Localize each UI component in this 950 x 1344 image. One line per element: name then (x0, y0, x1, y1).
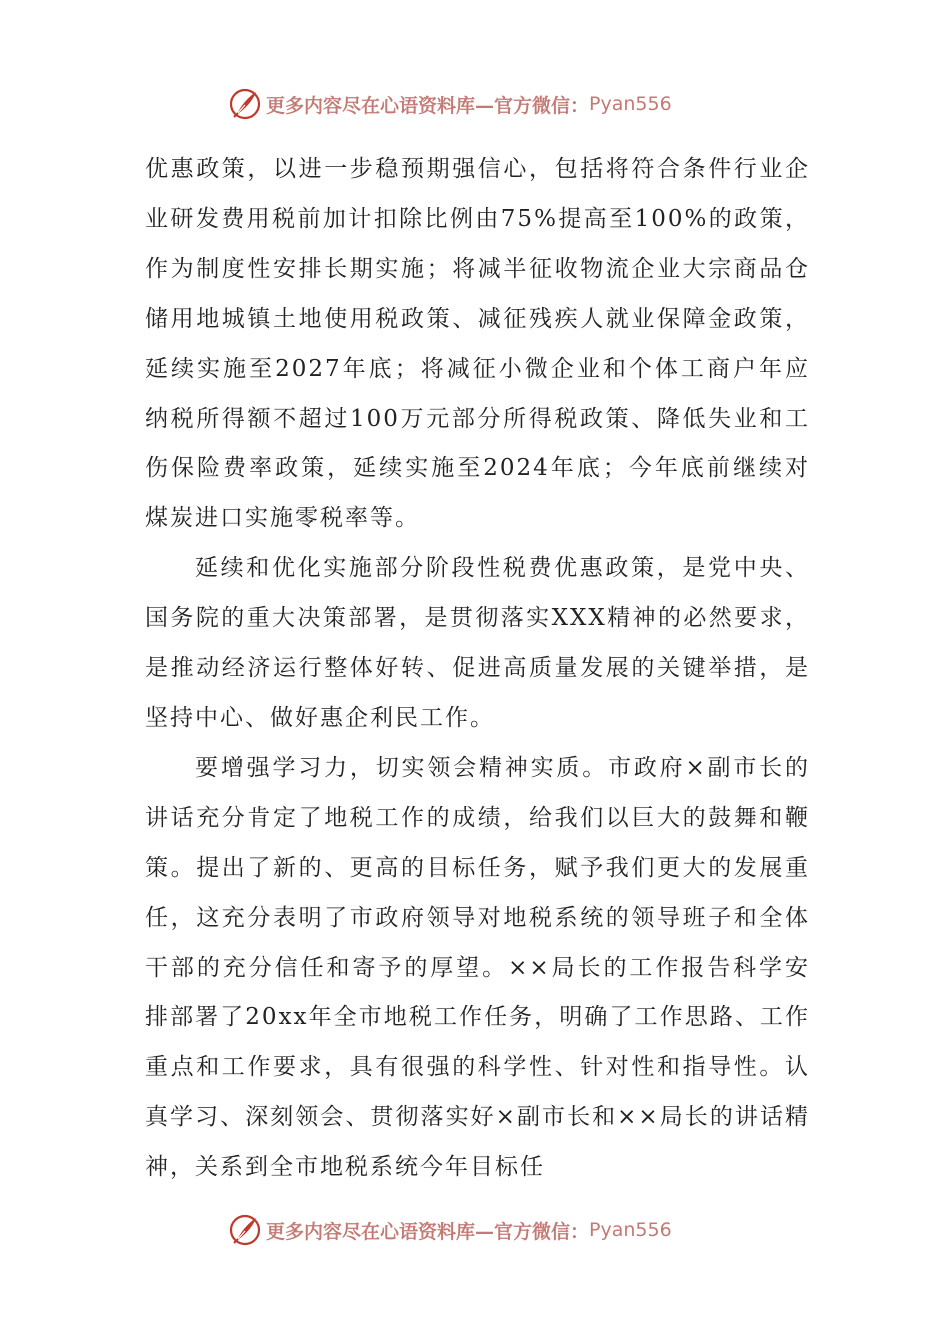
paragraph-2: 延续和优化实施部分阶段性税费优惠政策，是党中央、国务院的重大决策部署，是贯彻落实XXX精神的必然要求，是推动经济运行整体好转、促进高质量发展的关键举措，是坚持中心、做好惠企利民工作。 (145, 555, 810, 731)
header-banner-handle: Pyan556 (589, 93, 672, 115)
footer-banner-handle: Pyan556 (589, 1219, 672, 1241)
footer-banner (228, 1213, 672, 1247)
header-banner (228, 87, 672, 121)
quill-pen-logo-icon (228, 87, 262, 121)
document-body (145, 145, 810, 1193)
paragraph-1: 优惠政策，以进一步稳预期强信心，包括将符合条件行业企业研发费用税前加计扣除比例由75%提高至100%的政策，作为制度性安排长期实施；将减半征收物流企业大宗商品仓储用地城镇土地使用税政策、减征残疾人就业保障金政策，延续实施至2027年底；将减征小微企业和个体工商户年应纳税所得额不超过100万元部分所得税政策、降低失业和工伤保险费率政策，延续实施至2024年底；今年底前继续对煤炭进口实施零税率等。 (145, 156, 810, 532)
header-banner-text: 更多内容尽在心语资料库—官方微信： (266, 94, 590, 117)
quill-pen-logo-icon (228, 1213, 262, 1247)
paragraph-3: 要增强学习力，切实领会精神实质。市政府×副市长的讲话充分肯定了地税工作的成绩，给我们以巨大的鼓舞和鞭策。提出了新的、更高的目标任务，赋予我们更大的发展重任，这充分表明了市政府领导对地税系统的领导班子和全体干部的充分信任和寄予的厚望。××局长的工作报告科学安排部署了20xx年全市地税工作任务，明确了工作思路、工作重点和工作要求，具有很强的科学性、针对性和指导性。认真学习、深刻领会、贯彻落实好×副市长和××局长的讲话精神，关系到全市地税系统今年目标任 (145, 754, 810, 1181)
footer-banner-text: 更多内容尽在心语资料库—官方微信： (266, 1220, 590, 1243)
